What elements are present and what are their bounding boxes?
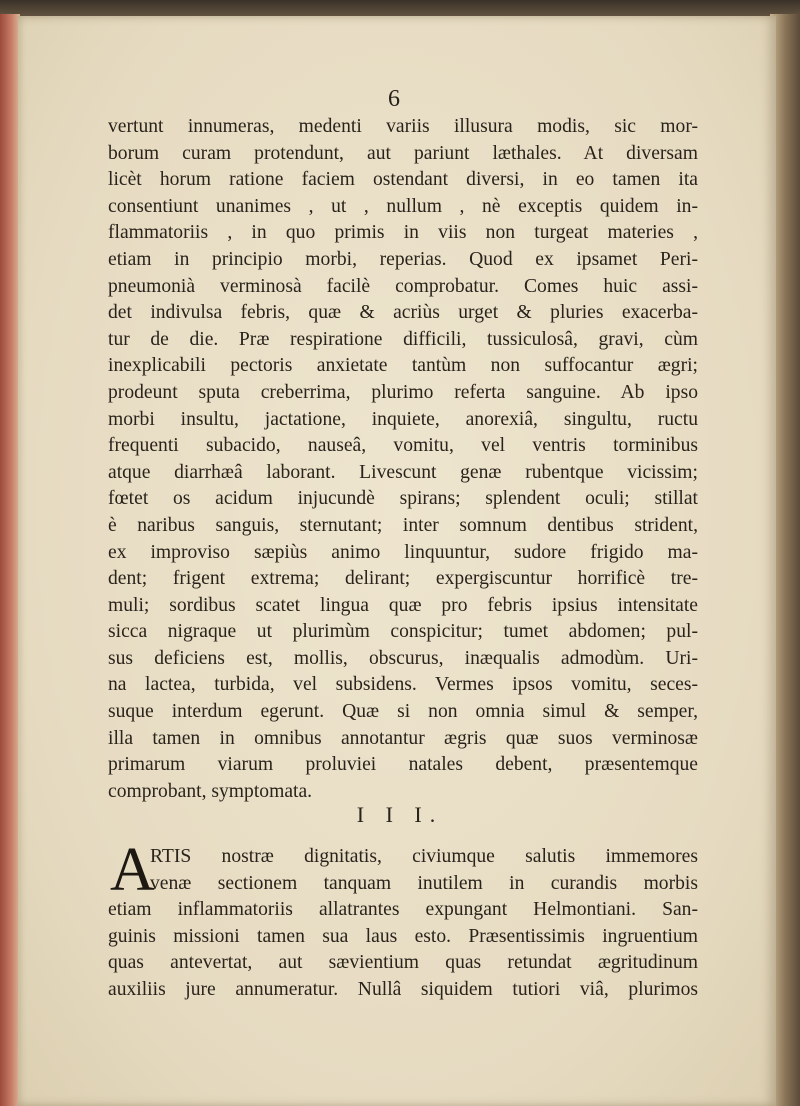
text-line: sus deficiens est, mollis, obscurus, inæqualis admodùm. Uri- [108,647,698,669]
section-paragraph [108,836,698,1004]
drop-cap: A [110,836,155,904]
text-line: auxiliis jure annumeratur. Nullâ siquidem tutiori viâ, plurimos [108,978,698,1000]
text-line: inexplicabili pectoris anxietate tantùm non suffocantur ægri; [108,355,698,377]
text-line: morbi insultu, jactatione, inquiete, anorexiâ, singultu, ructu [108,408,698,430]
text-line: primarum viarum proluviei natales debent, præsentemque [108,754,698,776]
text-line: borum curam protendunt, aut pariunt læthales. At diversam [108,142,698,164]
text-line: pneumonià verminosà facilè comprobatur. Comes huic assi- [108,275,698,297]
text-line: è naribus sanguis, sternutant; inter somnum dentibus strident, [108,514,698,536]
text-line: fœtet os acidum injucundè spirans; splendent oculi; stillat [108,488,698,510]
text-line: ex improviso sæpiùs animo linquuntur, sudore frigido ma- [108,541,698,563]
text-line: suque interdum egerunt. Quæ si non omnia simul & semper, [108,701,698,723]
text-line: dent; frigent extrema; delirant; expergiscuntur horrificè tre- [108,568,698,590]
text-line: frequenti subacido, nauseâ, vomitu, vel ventris torminibus [108,435,698,457]
page-number: 6 [388,86,400,112]
section-heading: I I I. [356,802,444,827]
text-line: vertunt innumeras, medenti variis illusura modis, sic mor- [108,116,698,137]
text-line: consentiunt unanimes , ut , nullum , nè exceptis quidem in- [108,195,698,217]
text-line: muli; sordibus scatet lingua quæ pro febris ipsius intensitate [108,594,698,616]
text-line: sicca nigraque ut plurimùm conspicitur; tumet abdomen; pul- [108,621,698,643]
text-line: tur de die. Præ respiratione difficili, tussiculosâ, gravi, cùm [108,328,698,350]
text-line: quas antevertat, aut sævientium quas retundat ægritudinum [108,952,698,974]
text-line: etiam in principio morbi, reperias. Quod ex ipsamet Peri- [108,248,698,270]
text-line: comprobant, symptomata. [108,780,313,802]
text-line: licèt horum ratione faciem ostendant diversi, in eo tamen ita [108,169,698,191]
text-line: atque diarrhæâ laborant. Livescunt genæ rubentque vicissim; [108,461,698,483]
text-line: etiam inflammatoriis allatrantes expungant Helmontiani. San- [108,899,698,921]
text-line: prodeunt sputa creberrima, plurimo referta sanguine. Ab ipso [108,381,698,403]
text-line: det indivulsa febris, quæ & acriùs urget & pluries exacerba- [108,302,698,324]
main-paragraph [108,114,698,805]
book-left-edge [0,14,20,1106]
text-line: illa tamen in omnibus annotantur ægris quæ suos verminosæ [108,727,698,749]
text-line: flammatoriis , in quo primis in viis non turgeat materies , [108,222,698,244]
text-line: guinis missioni tamen sua laus esto. Præsentissimis ingruentium [108,925,698,947]
text-line: venæ sectionem tanquam inutilem in curandis morbis [150,872,698,894]
text-line: RTIS nostræ dignitatis, civiumque salutis immemores [150,846,698,867]
text-line: na lactea, turbida, vel subsidens. Vermes ipsos vomitu, seces- [108,674,698,696]
